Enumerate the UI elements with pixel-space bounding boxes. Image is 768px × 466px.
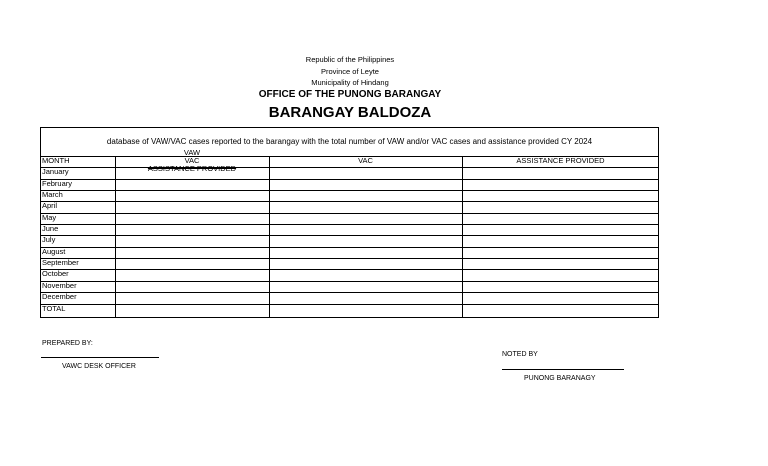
barangay-title: BARANGAY BALDOZA [268, 104, 432, 121]
office-title: OFFICE OF THE PUNONG BARANGAY [258, 89, 442, 100]
header-vac: VAC [184, 156, 200, 165]
table-caption: database of VAW/VAC cases reported to the barangay with the total number of VAW and/or VAC cases and assistance provided CY 2024 [106, 137, 593, 146]
prepared-signature-line [41, 357, 159, 358]
row-divider [40, 269, 659, 270]
month-row-label: August [42, 247, 66, 256]
prepared-role: VAWC DESK OFFICER [62, 363, 136, 370]
municipality-line: Municipality of Hindang [311, 78, 389, 87]
row-divider [40, 247, 659, 248]
month-row-label: November [42, 281, 77, 290]
row-divider [40, 235, 659, 236]
month-row-label: April [42, 201, 58, 210]
header-assistance: ASSISTANCE PROVIDED [516, 156, 605, 165]
header-vaw: VAW [183, 148, 201, 157]
row-divider [40, 201, 659, 202]
column-divider [462, 156, 463, 318]
total-row-label: TOTAL [42, 304, 66, 313]
month-row-label: September [42, 258, 79, 267]
column-divider [115, 156, 116, 318]
month-row-label: October [42, 269, 69, 278]
republic-line: Republic of the Philippines [305, 55, 395, 64]
month-row-label: January [42, 167, 69, 176]
row-divider [40, 179, 659, 180]
column-divider [269, 156, 270, 318]
prepared-by-label: PREPARED BY: [42, 340, 93, 347]
header-vawvac-assistance: ASSISTANCE PROVIDED [147, 164, 237, 173]
noted-signature-line [502, 369, 624, 370]
province-line: Province of Leyte [321, 67, 379, 76]
month-row-label: May [42, 213, 57, 222]
header-vac-column: VAC [358, 156, 373, 165]
row-divider [40, 304, 659, 305]
header-month: MONTH [42, 156, 70, 165]
noted-by-label: NOTED BY [502, 351, 538, 358]
row-divider [40, 213, 659, 214]
month-row-label: March [42, 190, 63, 199]
row-divider [40, 292, 659, 293]
month-row-label: June [42, 224, 59, 233]
row-divider [40, 224, 659, 225]
row-divider [40, 258, 659, 259]
month-row-label: February [42, 179, 73, 188]
month-row-label: July [42, 235, 56, 244]
noted-role: PUNONG BARANAGY [524, 375, 596, 382]
row-divider [40, 190, 659, 191]
month-row-label: December [42, 292, 77, 301]
row-divider [40, 281, 659, 282]
